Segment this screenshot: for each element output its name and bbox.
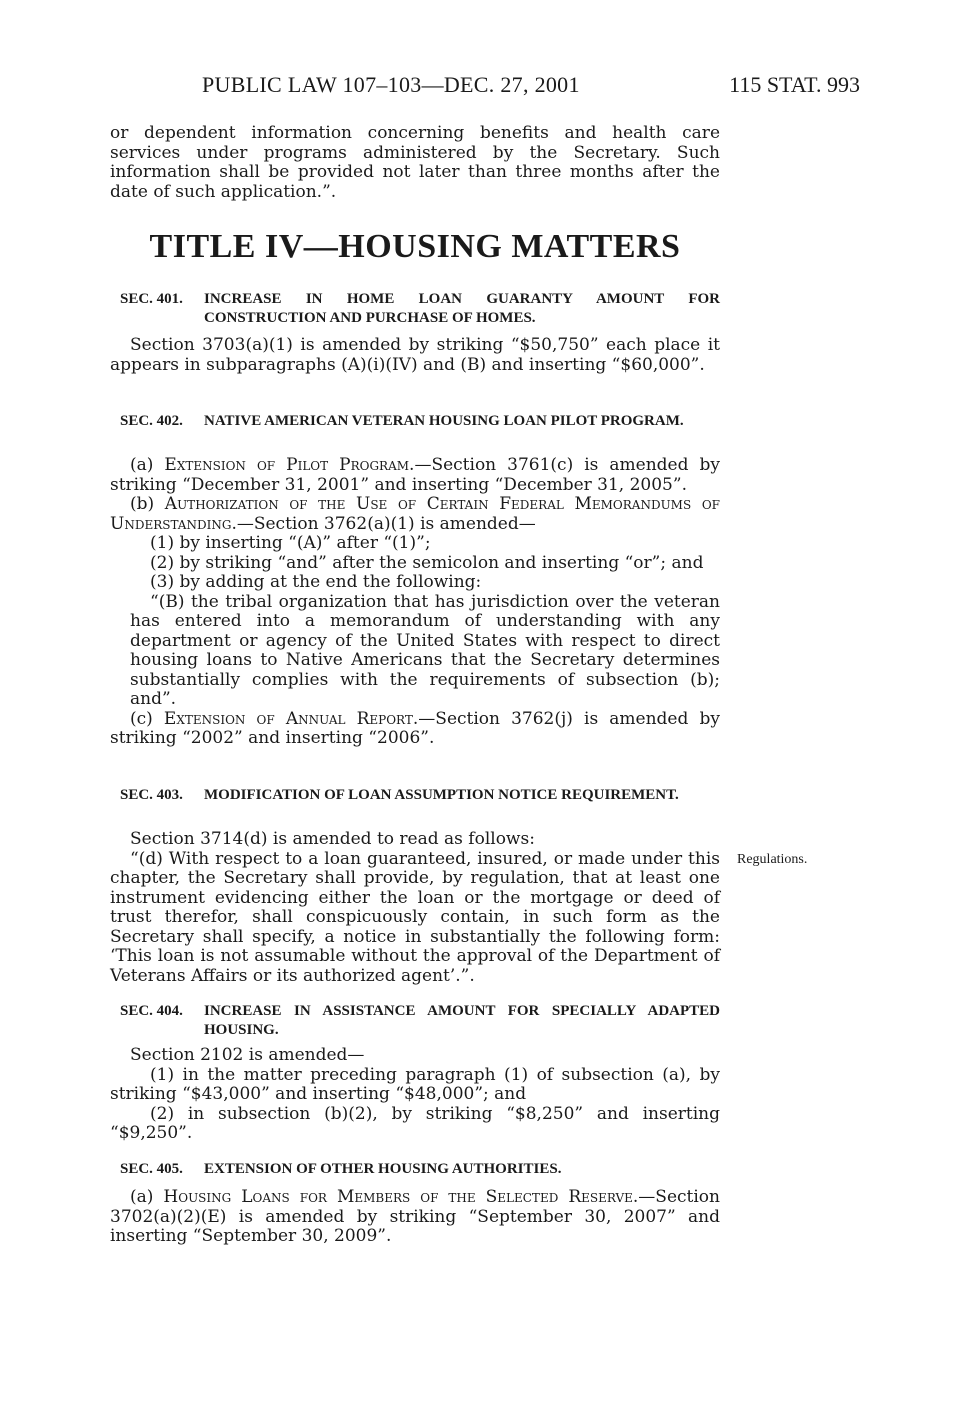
- sec-402-c-text: .—Section 3762(j) is amended by striking “2002” and inserting “2006”.: [110, 708, 720, 748]
- sec-402-c-caption: Extension of Annual Report: [163, 708, 413, 729]
- sec-401-number: SEC. 401.: [120, 291, 183, 307]
- sec-401-title: INCREASE IN HOME LOAN GUARANTY AMOUNT FOR CONSTRUCTION AND PURCHASE OF HOMES.: [204, 291, 720, 326]
- sec-403-lead: Section 3714(d) is amended to read as follows:: [130, 829, 535, 849]
- sec-405-a-text: .—Section 3702(a)(2)(E) is amended by striking “September 30, 2007” and inserting “September 30, 2009”.: [110, 1187, 720, 1246]
- sec-402-b-label: (b): [130, 494, 165, 514]
- sec-402-item-1: (1) by inserting “(A)” after “(1)”;: [150, 533, 431, 553]
- sec-402-c-label: (c): [130, 708, 164, 729]
- sec-402-para-a: [110, 456, 720, 495]
- sec-402-heading: [120, 412, 720, 431]
- margin-note-regulations: Regulations.: [737, 852, 808, 867]
- title-heading: TITLE IV—HOUSING MATTERS: [149, 228, 681, 265]
- sec-402-body: [110, 456, 720, 749]
- sec-405-number: SEC. 405.: [120, 1161, 183, 1177]
- sec-405-body: [110, 1188, 720, 1247]
- running-header: [130, 72, 860, 102]
- sec-403-number: SEC. 403.: [120, 787, 183, 803]
- sec-404-item-1: (1) in the matter preceding paragraph (1) of subsection (a), by striking “$43,000” and inserting “$48,000”; and: [110, 1064, 720, 1104]
- sec-403-body: [110, 830, 720, 986]
- sec-401-body: [110, 336, 720, 375]
- sec-402-a-label: (a): [130, 455, 165, 475]
- sec-405-title: EXTENSION OF OTHER HOUSING AUTHORITIES.: [204, 1161, 562, 1177]
- intro-text: or dependent information concerning benefits and health care services under programs administered by the Secretary. Such information shall be provided not later than three months after the date of such application.”.: [110, 123, 720, 202]
- sec-405-heading: [120, 1160, 720, 1179]
- header-stat-page: 115 STAT. 993: [729, 72, 860, 97]
- sec-405-a-caption: Housing Loans for Members of the Selected Reserve: [163, 1187, 633, 1207]
- sec-404-heading: [120, 1002, 720, 1040]
- sec-405-para-a: [110, 1188, 720, 1247]
- sec-402-para-b: [110, 495, 720, 534]
- sec-404-title: INCREASE IN ASSISTANCE AMOUNT FOR SPECIALLY ADAPTED HOUSING.: [204, 1003, 720, 1038]
- intro-paragraph: [110, 124, 720, 202]
- sec-402-item-3: (3) by adding at the end the following:: [150, 572, 482, 592]
- sec-402-a-text: .—Section 3761(c) is amended by striking “December 31, 2001” and inserting “December 31, 2005”.: [110, 455, 720, 495]
- sec-402-b-caption: Authorization of the Use of Certain Federal Memorandums of Understanding: [110, 494, 720, 534]
- sec-402-title: NATIVE AMERICAN VETERAN HOUSING LOAN PILOT PROGRAM.: [204, 413, 684, 429]
- sec-401-heading: [120, 290, 720, 328]
- sec-404-body: [110, 1046, 720, 1144]
- sec-403-heading: [120, 786, 720, 805]
- sec-403-quote: “(d) With respect to a loan guaranteed, insured, or made under this chapter, the Secretary shall provide, by regulation, that at least one instrument evidencing either the loan or the mortgage or deed of trust therefor, shall conspicuously contain, in such form as the Secretary shall specify, a notice in substantially the following form: ‘This loan is not assumable without the approval of the Department of Veterans Affairs or its authorized agent’.”.: [110, 848, 720, 986]
- sec-402-item-2: (2) by striking “and” after the semicolon and inserting “or”; and: [150, 552, 704, 573]
- sec-404-item-2: (2) in subsection (b)(2), by striking “$8,250” and inserting “$9,250”.: [110, 1103, 720, 1143]
- sec-401-text: Section 3703(a)(1) is amended by striking “$50,750” each place it appears in subparagraphs (A)(i)(IV) and (B) and inserting “$60,000”.: [110, 335, 720, 375]
- header-title: PUBLIC LAW 107–103—DEC. 27, 2001: [202, 72, 580, 97]
- sec-402-para-c: [110, 710, 720, 749]
- sec-404-lead: Section 2102 is amended—: [130, 1045, 365, 1065]
- sec-404-number: SEC. 404.: [120, 1003, 183, 1019]
- sec-402-number: SEC. 402.: [120, 413, 183, 429]
- sec-402-quote-b: “(B) the tribal organization that has jurisdiction over the veteran has entered into a memorandum of understanding with any department or agency of the United States with respect to direct housing loans to Native Americans that the Secretary determines substantially complies with the requirements of subsection (b); and”.: [130, 591, 720, 709]
- sec-405-a-label: (a): [130, 1187, 164, 1207]
- sec-402-b-text: .—Section 3762(a)(1) is amended—: [231, 513, 536, 534]
- sec-403-title: MODIFICATION OF LOAN ASSUMPTION NOTICE REQUIREMENT.: [204, 787, 679, 803]
- sec-402-a-caption: Extension of Pilot Program: [164, 455, 410, 475]
